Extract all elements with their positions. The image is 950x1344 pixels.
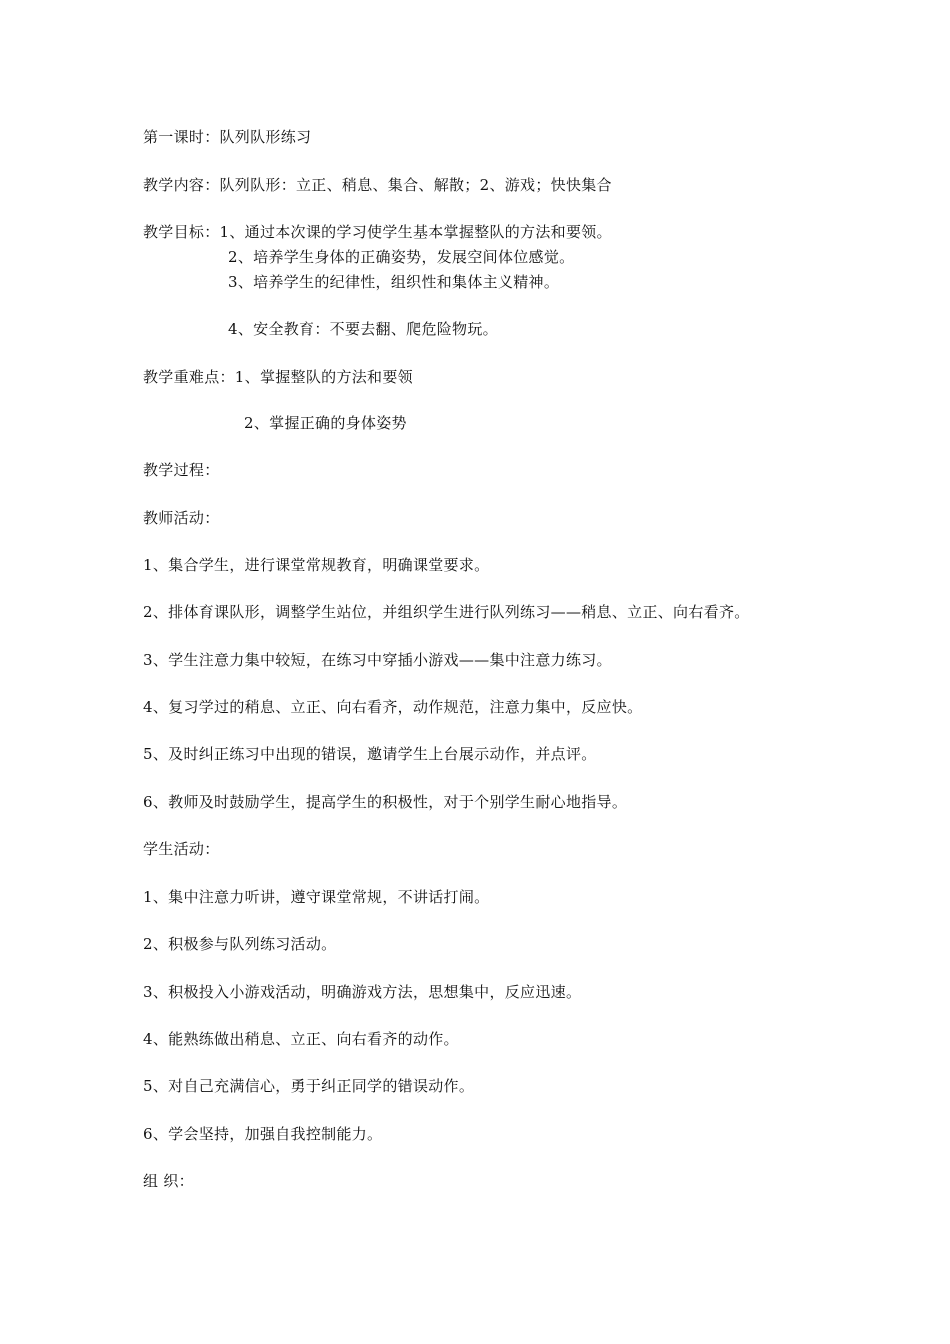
teacher-item: 2、排体育课队形，调整学生站位，并组织学生进行队列练习——稍息、立正、向右看齐。 [143,603,750,621]
key-point-1: 教学重难点：1、掌握整队的方法和要领 [143,368,413,386]
student-item: 5、对自己充满信心，勇于纠正同学的错误动作。 [143,1077,475,1095]
objective-1: 教学目标：1、通过本次课的学习使学生基本掌握整队的方法和要领。 [143,223,612,241]
teacher-item: 3、学生注意力集中较短，在练习中穿插小游戏——集中注意力练习。 [143,651,612,669]
process-heading: 教学过程： [143,461,220,479]
teacher-item: 6、教师及时鼓励学生，提高学生的积极性，对于个别学生耐心地指导。 [143,793,628,811]
student-item: 4、能熟练做出稍息、立正、向右看齐的动作。 [143,1030,459,1048]
teacher-item: 1、集合学生，进行课堂常规教育，明确课堂要求。 [143,556,490,574]
organization-heading: 组 织： [143,1172,194,1190]
teaching-content: 教学内容：队列队形：立正、稍息、集合、解散；2、游戏；快快集合 [143,176,612,194]
teacher-heading: 教师活动： [143,509,220,527]
objective-2: 2、培养学生身体的正确姿势，发展空间体位感觉。 [228,248,575,266]
objective-4: 4、安全教育：不要去翻、爬危险物玩。 [228,320,498,338]
student-item: 1、集中注意力听讲，遵守课堂常规，不讲话打闹。 [143,888,490,906]
student-heading: 学生活动： [143,840,220,858]
student-item: 6、学会坚持，加强自我控制能力。 [143,1125,383,1143]
student-item: 2、积极参与队列练习活动。 [143,935,337,953]
lesson-title: 第一课时：队列队形练习 [143,128,312,146]
teacher-item: 5、及时纠正练习中出现的错误，邀请学生上台展示动作，并点评。 [143,745,597,763]
key-point-2: 2、掌握正确的身体姿势 [244,414,407,432]
teacher-item: 4、复习学过的稍息、立正、向右看齐，动作规范，注意力集中，反应快。 [143,698,643,716]
student-item: 3、积极投入小游戏活动，明确游戏方法，思想集中，反应迅速。 [143,983,582,1001]
objective-3: 3、培养学生的纪律性，组织性和集体主义精神。 [228,273,560,291]
